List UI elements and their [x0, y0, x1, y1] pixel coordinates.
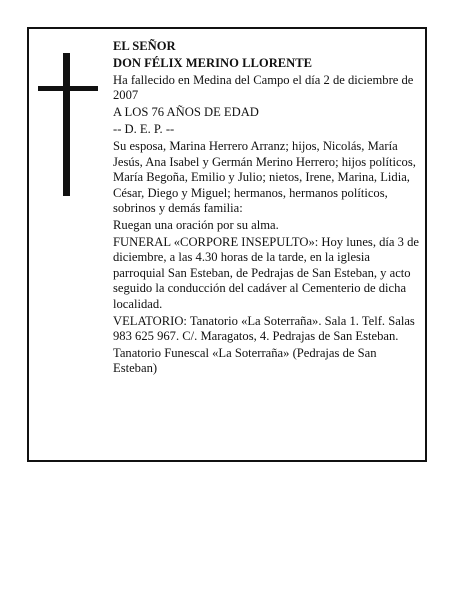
funeral-paragraph: FUNERAL «CORPORE INSEPULTO»: Hoy lunes, día 3 de diciembre, a las 4.30 horas de la tarde, en la iglesia parroquial San Esteban, de Pedrajas de San Esteban, y acto seguido la conducción del cadáver al Cementerio de dicha localidad. — [113, 235, 419, 311]
family-paragraph: Su esposa, Marina Herrero Arranz; hijos, Nicolás, María Jesús, Ana Isabel y Germán Merino Herrero; hijos políticos, María Begoña, Emilio y Julio; nietos, Irene, Marina, Lidia, César, Diego y Miguel; hermanos, hermanos políticos, sobrinos y demás familia: — [113, 139, 416, 216]
prayer-line: Ruegan una oración por su alma. — [113, 218, 279, 233]
cross-horizontal-bar — [38, 86, 98, 91]
funeral-home-line: Tanatorio Funescal «La Soterraña» (Pedrajas de San Esteban) — [113, 346, 377, 376]
death-statement: Ha fallecido en Medina del Campo el día 2 de diciembre de 2007 — [113, 73, 414, 103]
heading-line-1: EL SEÑOR — [113, 39, 176, 53]
cross-vertical-bar — [63, 53, 70, 196]
wake-paragraph: VELATORIO: Tanatorio «La Soterraña». Sala 1. Telf. Salas 983 625 967. C/. Maragatos, 4. Pedrajas de San Esteban. — [113, 313, 415, 344]
rip-line: -- D. E. P. -- — [113, 122, 175, 137]
deceased-name: DON FÉLIX MERINO LLORENTE — [113, 56, 313, 70]
age-line: A LOS 76 AÑOS DE EDAD — [113, 105, 259, 120]
cross-icon — [38, 53, 98, 196]
obituary-text — [113, 39, 421, 378]
